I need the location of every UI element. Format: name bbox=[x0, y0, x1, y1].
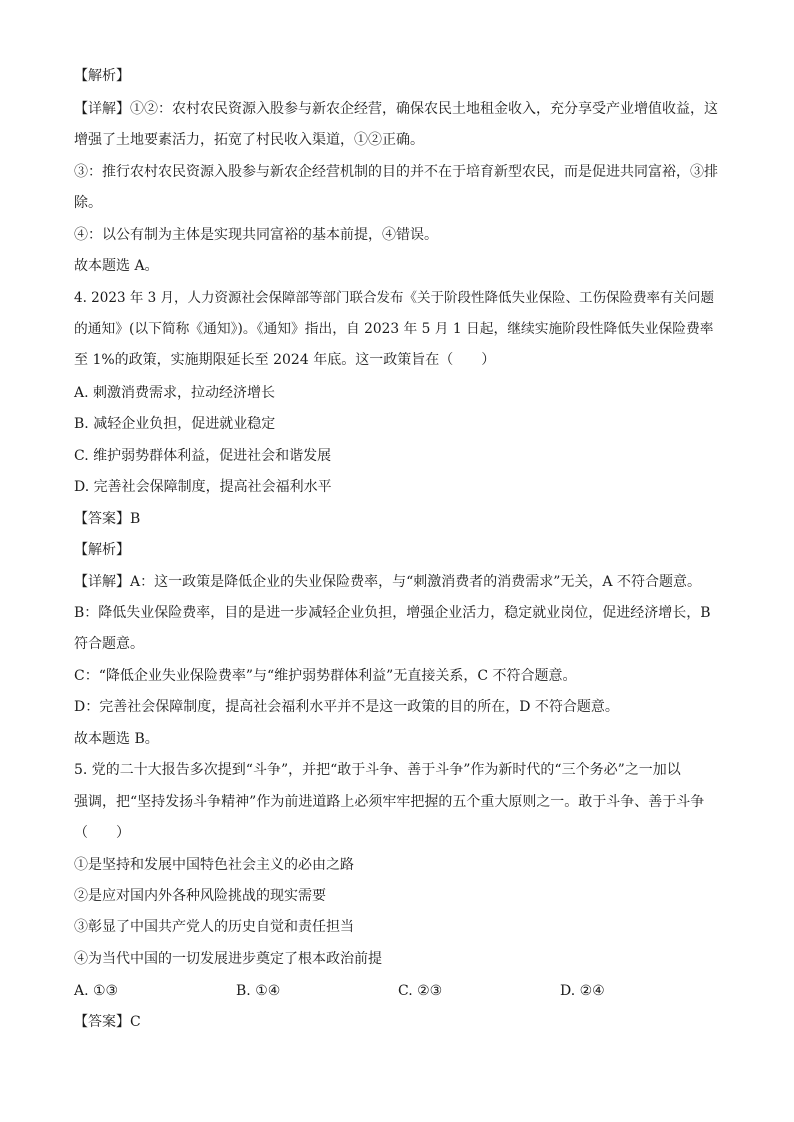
explanation-3-line-2: 增强了土地要素活力，拓宽了村民收入渠道，①②正确。 bbox=[74, 132, 424, 148]
question-4-option-c: C. 维护弱势群体利益，促进社会和谐发展 bbox=[74, 448, 332, 464]
question-4-line-1: 4. 2023 年 3 月，人力资源社会保障部等部门联合发布《关于阶段性降低失业保险、工伤保险费率有关问题 bbox=[74, 290, 714, 306]
analysis-heading-3: 【解析】 bbox=[74, 68, 130, 84]
explanation-4-line-5: D：完善社会保障制度，提高社会福利水平并不是这一政策的目的所在，D 不符合题意。 bbox=[74, 699, 619, 715]
conclusion-3: 故本题选 A。 bbox=[74, 258, 159, 274]
analysis-heading-4: 【解析】 bbox=[74, 542, 130, 558]
question-5-statement-2: ②是应对国内外各种风险挑战的现实需要 bbox=[74, 888, 326, 904]
explanation-4-line-1: 【详解】A：这一政策是降低企业的失业保险费率，与“刺激消费者的消费需求”无关，A 不符合题意。 bbox=[74, 574, 701, 590]
explanation-4-line-3: 符合题意。 bbox=[74, 636, 144, 652]
explanation-4-line-4: C：“降低企业失业保险费率”与“维护弱势群体利益”无直接关系，C 不符合题意。 bbox=[74, 668, 577, 684]
explanation-3-line-1: 【详解】①②：农村农民资源入股参与新农企经营，确保农民土地租金收入，充分享受产业增值收益，这 bbox=[74, 101, 718, 117]
question-5-line-2: 强调，把“坚持发扬斗争精神”作为前进道路上必须牢牢把握的五个重大原则之一。敢于斗争、善于斗争 bbox=[74, 794, 705, 810]
answer-4: 【答案】B bbox=[74, 511, 141, 527]
question-4-option-d: D. 完善社会保障制度，提高社会福利水平 bbox=[74, 479, 332, 495]
question-4-line-2: 的通知》(以下简称《通知》)。《通知》指出，自 2023 年 5 月 1 日起，继续实施阶段性降低失业保险费率 bbox=[74, 321, 714, 337]
question-5-option-d: D. ②④ bbox=[560, 983, 605, 999]
question-4-option-b: B. 减轻企业负担，促进就业稳定 bbox=[74, 416, 276, 432]
question-4-line-3: 至 1%的政策，实施期限延长至 2024 年底。这一政策旨在（ ） bbox=[74, 352, 496, 368]
answer-5: 【答案】C bbox=[74, 1014, 141, 1030]
explanation-3-line-5: ④：以公有制为主体是实现共同富裕的基本前提，④错误。 bbox=[74, 227, 438, 243]
explanation-4-line-2: B：降低失业保险费率，目的是进一步减轻企业负担，增强企业活力，稳定就业岗位，促进经济增长，B bbox=[74, 605, 711, 621]
question-5-option-b: B. ①④ bbox=[236, 983, 281, 999]
question-5-statement-1: ①是坚持和发展中国特色社会主义的必由之路 bbox=[74, 857, 354, 873]
question-5-statement-3: ③彰显了中国共产党人的历史自觉和责任担当 bbox=[74, 919, 354, 935]
question-5-option-a: A. ①③ bbox=[74, 983, 119, 999]
explanation-3-line-3: ③：推行农村农民资源入股参与新农企经营机制的目的并不在于培育新型农民，而是促进共同富裕，③排 bbox=[74, 164, 718, 180]
question-4-option-a: A. 刺激消费需求，拉动经济增长 bbox=[74, 385, 276, 401]
explanation-3-line-4: 除。 bbox=[74, 195, 102, 211]
question-5-line-1: 5. 党的二十大报告多次提到“斗争”，并把“敢于斗争、善于斗争”作为新时代的“三个务必”之一加以 bbox=[74, 762, 681, 778]
conclusion-4: 故本题选 B。 bbox=[74, 731, 159, 747]
question-5-statement-4: ④为当代中国的一切发展进步奠定了根本政治前提 bbox=[74, 951, 382, 967]
question-5-line-3: （ ） bbox=[74, 825, 130, 841]
question-5-option-c: C. ②③ bbox=[398, 983, 443, 999]
